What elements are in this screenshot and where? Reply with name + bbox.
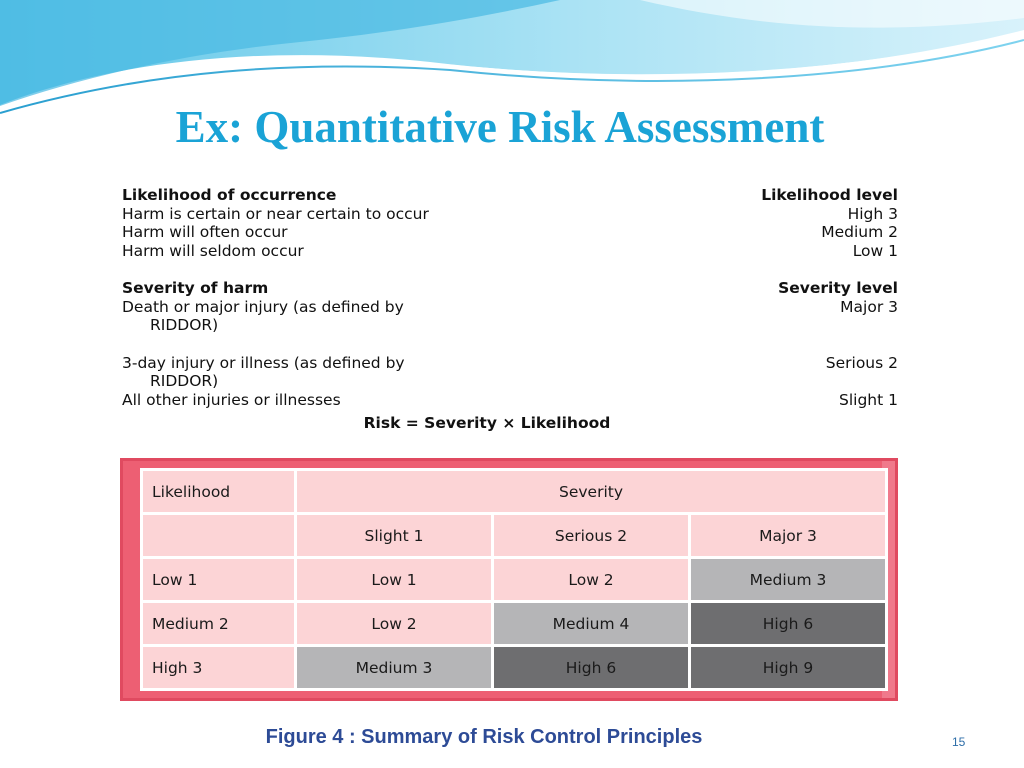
severity-level: Slight 1 bbox=[839, 390, 898, 409]
severity-row bbox=[122, 391, 898, 410]
likelihood-level: Low 1 bbox=[852, 241, 898, 260]
matrix-cell: Medium 3 bbox=[691, 559, 885, 600]
likelihood-label: Harm will often occur bbox=[122, 223, 288, 241]
matrix-cell: Medium 4 bbox=[494, 603, 688, 644]
risk-definitions bbox=[122, 186, 898, 432]
severity-row-continuation bbox=[122, 372, 898, 391]
spacer bbox=[122, 335, 898, 354]
likelihood-level-heading: Likelihood level bbox=[761, 186, 898, 204]
matrix-cell: Low 2 bbox=[297, 603, 491, 644]
likelihood-level: Medium 2 bbox=[821, 223, 898, 241]
matrix-column-header: Major 3 bbox=[691, 515, 885, 556]
severity-label: Death or major injury (as defined by bbox=[122, 297, 404, 316]
severity-level: Major 3 bbox=[840, 297, 898, 316]
severity-heading: Severity of harm bbox=[122, 279, 269, 297]
matrix-corner-label: Likelihood bbox=[143, 471, 294, 512]
matrix-row bbox=[143, 647, 885, 688]
likelihood-row bbox=[122, 242, 898, 261]
matrix-row-label: Low 1 bbox=[143, 559, 294, 600]
severity-row bbox=[122, 354, 898, 373]
risk-matrix-frame bbox=[120, 458, 898, 701]
matrix-cell: High 9 bbox=[691, 647, 885, 688]
matrix-row bbox=[143, 559, 885, 600]
severity-header-row bbox=[122, 279, 898, 298]
severity-label: All other injuries or illnesses bbox=[122, 390, 341, 409]
severity-label-cont: RIDDOR) bbox=[150, 316, 219, 334]
matrix-cell: Low 1 bbox=[297, 559, 491, 600]
likelihood-label: Harm is certain or near certain to occur bbox=[122, 204, 429, 223]
likelihood-row bbox=[122, 223, 898, 242]
matrix-header-row bbox=[143, 471, 885, 512]
severity-row-continuation bbox=[122, 316, 898, 335]
spacer bbox=[122, 260, 898, 279]
matrix-cell: High 6 bbox=[494, 647, 688, 688]
severity-label: 3-day injury or illness (as defined by bbox=[122, 353, 405, 372]
matrix-row bbox=[143, 603, 885, 644]
severity-level-heading: Severity level bbox=[778, 279, 898, 297]
likelihood-heading: Likelihood of occurrence bbox=[122, 186, 337, 204]
matrix-column-header: Serious 2 bbox=[494, 515, 688, 556]
matrix-row-label: High 3 bbox=[143, 647, 294, 688]
risk-matrix bbox=[140, 468, 888, 691]
likelihood-header-row bbox=[122, 186, 898, 205]
matrix-row-label: Medium 2 bbox=[143, 603, 294, 644]
page-number: 15 bbox=[952, 735, 966, 749]
figure-caption: Figure 4 : Summary of Risk Control Principles bbox=[265, 726, 703, 748]
slide-title: Ex: Quantitative Risk Assessment bbox=[175, 102, 825, 152]
risk-formula: Risk = Severity × Likelihood bbox=[363, 414, 611, 432]
matrix-empty-cell bbox=[143, 515, 294, 556]
matrix-severity-label: Severity bbox=[297, 471, 885, 512]
matrix-cell: High 6 bbox=[691, 603, 885, 644]
matrix-column-header: Slight 1 bbox=[297, 515, 491, 556]
matrix-cell: Low 2 bbox=[494, 559, 688, 600]
likelihood-row bbox=[122, 205, 898, 224]
likelihood-level: High 3 bbox=[847, 204, 898, 223]
matrix-cell: Medium 3 bbox=[297, 647, 491, 688]
likelihood-label: Harm will seldom occur bbox=[122, 241, 304, 260]
severity-row bbox=[122, 298, 898, 317]
severity-level: Serious 2 bbox=[825, 353, 898, 372]
matrix-column-row bbox=[143, 515, 885, 556]
severity-label-cont: RIDDOR) bbox=[150, 372, 219, 390]
